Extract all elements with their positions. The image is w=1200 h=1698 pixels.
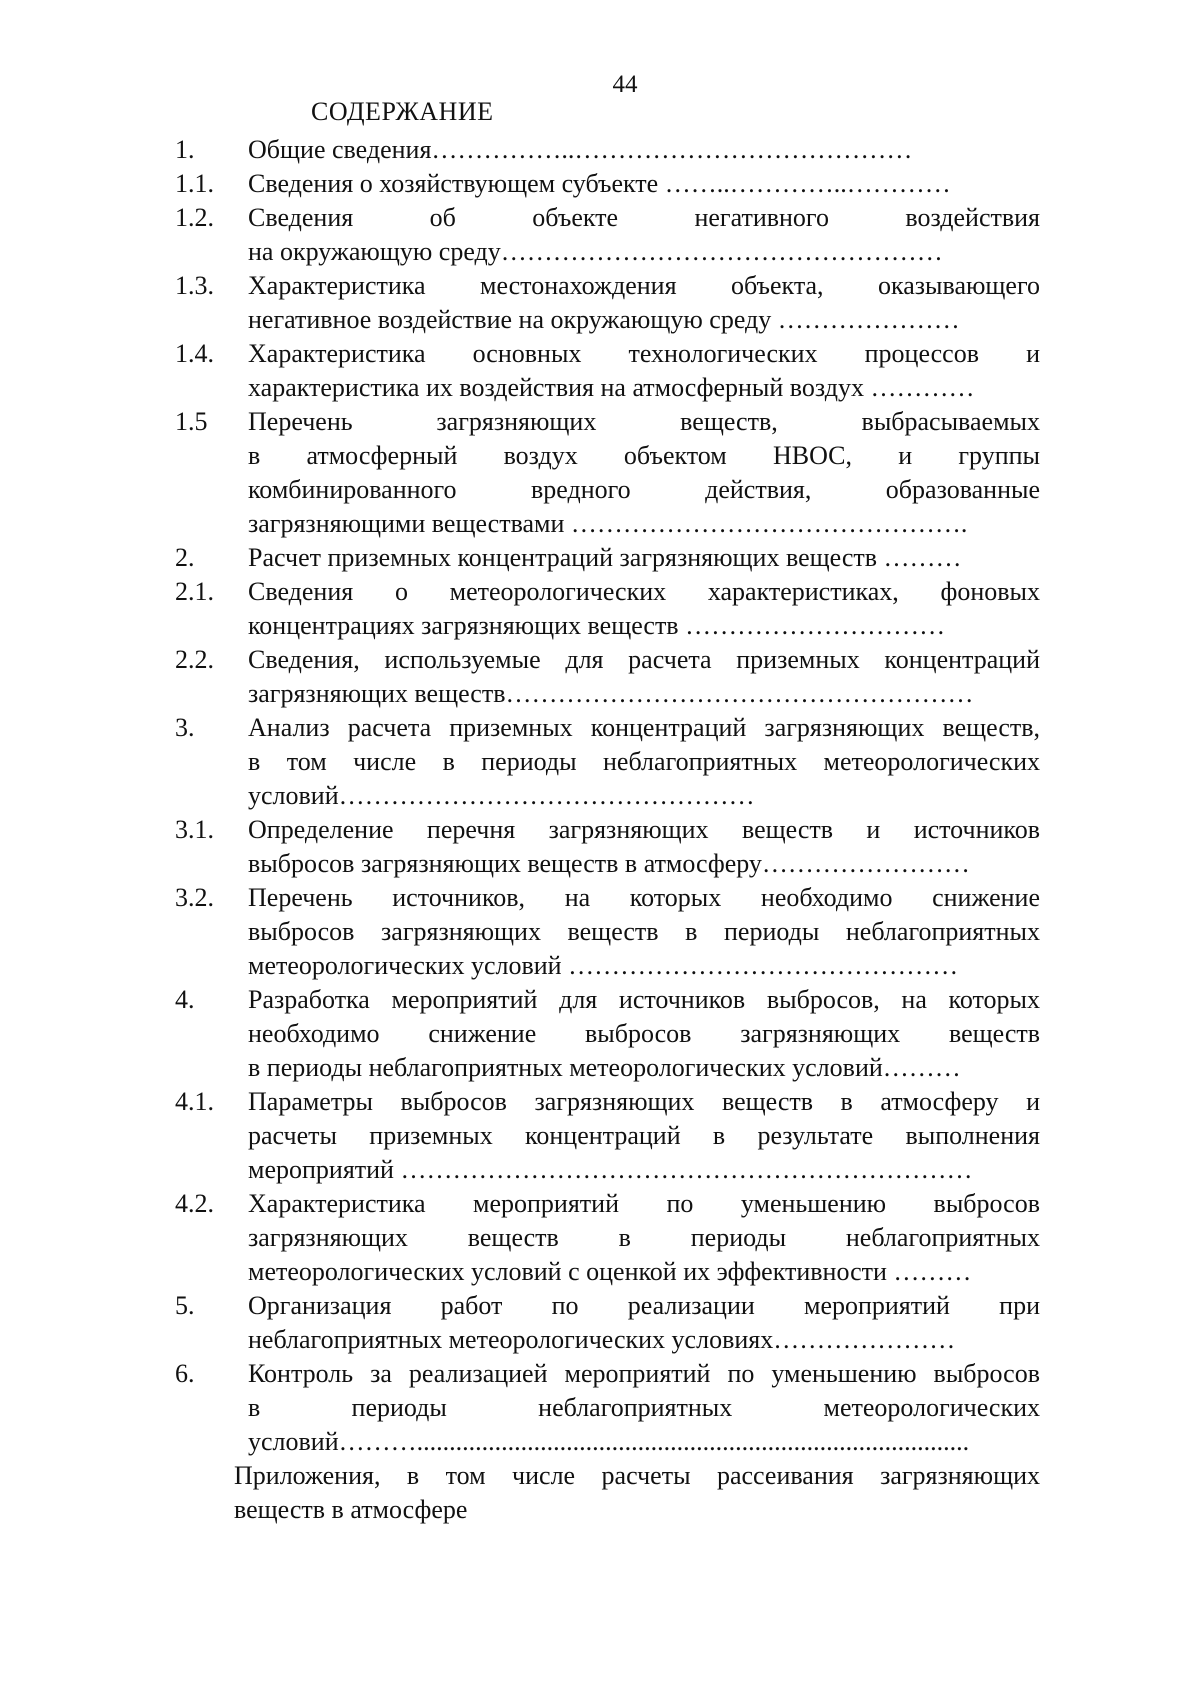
- toc-title: СОДЕРЖАНИЕ: [311, 97, 494, 126]
- toc-entry-text: неблагоприятных метеорологических условиях…………………: [248, 1325, 956, 1354]
- toc-entry-text: в периоды неблагоприятных метеорологических: [248, 1393, 1040, 1422]
- toc-entry: [0, 201, 1040, 269]
- toc-entry-number: 4.: [175, 985, 195, 1014]
- toc-entry: [0, 1289, 1040, 1357]
- toc-entry-text: комбинированного вредного действия, образованные: [248, 475, 1040, 504]
- toc-entry: [0, 813, 1040, 881]
- toc-entry-number: 1.1.: [175, 169, 214, 198]
- toc-appendix-text: Приложения, в том числе расчеты рассеивания загрязняющих: [234, 1461, 1040, 1490]
- toc-entry-number: 1.4.: [175, 339, 214, 368]
- toc-entry-text: негативное воздействие на окружающую среду …………………: [248, 305, 960, 334]
- toc-entry-text: в периоды неблагоприятных метеорологических условий………: [248, 1053, 961, 1082]
- toc-entry-number: 1.5: [175, 407, 208, 436]
- toc-entry: [0, 983, 1040, 1085]
- toc-entry: [0, 167, 1040, 201]
- toc-entry-text: Анализ расчета приземных концентраций загрязняющих веществ,: [248, 713, 1040, 742]
- toc-entry-text: Сведения, используемые для расчета приземных концентраций: [248, 645, 1040, 674]
- toc-entry-text: Перечень источников, на которых необходимо снижение: [248, 883, 1040, 912]
- toc-entry-text: Контроль за реализацией мероприятий по уменьшению выбросов: [248, 1359, 1040, 1388]
- toc-entry: [0, 643, 1040, 711]
- toc-appendix-text: веществ в атмосфере: [234, 1495, 468, 1524]
- toc-entry: [0, 269, 1040, 337]
- toc-entry: [0, 337, 1040, 405]
- toc-entry-text: Характеристика основных технологических процессов и: [248, 339, 1040, 368]
- toc-entry: [0, 405, 1040, 541]
- toc-entry-text: метеорологических условий с оценкой их эффективности ………: [248, 1257, 972, 1286]
- toc-entry-number: 3.: [175, 713, 195, 742]
- toc-entry-text: мероприятий …………………………………………………………: [248, 1155, 973, 1184]
- toc-entry-number: 2.1.: [175, 577, 214, 606]
- page-number: 44: [612, 71, 638, 98]
- toc-entry-text: расчеты приземных концентраций в результате выполнения: [248, 1121, 1040, 1150]
- toc-entry: [0, 1187, 1040, 1289]
- toc-entry-text: Определение перечня загрязняющих веществ и источников: [248, 815, 1040, 844]
- toc-entry-number: 5.: [175, 1291, 195, 1320]
- toc-entry-number: 4.1.: [175, 1087, 214, 1116]
- toc-entry-text: Сведения о хозяйствующем субъекте ……..…………..…………: [248, 169, 951, 198]
- toc-entry: [0, 1085, 1040, 1187]
- toc-entry-number: 2.: [175, 543, 195, 572]
- toc-entry-text: в атмосферный воздух объектом НВОС, и группы: [248, 441, 1040, 470]
- toc-entry-text: характеристика их воздействия на атмосферный воздух …………: [248, 373, 975, 402]
- toc-entry: [0, 711, 1040, 813]
- toc-entry-text: Перечень загрязняющих веществ, выбрасываемых: [248, 407, 1040, 436]
- toc-entry-text: необходимо снижение выбросов загрязняющих веществ: [248, 1019, 1040, 1048]
- toc-entry-text: концентрациях загрязняющих веществ …………………………: [248, 611, 946, 640]
- toc-entry: [0, 881, 1040, 983]
- toc-entry-text: загрязняющих веществ………………………………………………: [248, 679, 974, 708]
- toc-entry: [0, 575, 1040, 643]
- toc-entry: [0, 133, 1040, 167]
- toc-entry-number: 6.: [175, 1359, 195, 1388]
- toc-entry-text: Параметры выбросов загрязняющих веществ в атмосферу и: [248, 1087, 1040, 1116]
- toc-entry-text: загрязняющих веществ в периоды неблагоприятных: [248, 1223, 1040, 1252]
- toc-entry-number: 4.2.: [175, 1189, 214, 1218]
- toc-entry-number: 1.3.: [175, 271, 214, 300]
- toc-entry-text: Сведения об объекте негативного воздействия: [248, 203, 1040, 232]
- toc-entry-number: 1.: [175, 135, 195, 164]
- toc-entry-text: условий……….....................................................................................: [248, 1427, 970, 1456]
- toc-entry-text: Сведения о метеорологических характеристиках, фоновых: [248, 577, 1040, 606]
- toc-entry-text: выбросов загрязняющих веществ в периоды неблагоприятных: [248, 917, 1040, 946]
- toc-entry-number: 1.2.: [175, 203, 214, 232]
- toc-entry-text: метеорологических условий ………………………………………: [248, 951, 959, 980]
- toc-entry-number: 3.2.: [175, 883, 214, 912]
- toc-entry-number: 2.2.: [175, 645, 214, 674]
- toc-entry-text: Организация работ по реализации мероприятий при: [248, 1291, 1040, 1320]
- toc-entry-text: на окружающую среду……………………………………………: [248, 237, 943, 266]
- toc-entry-text: Расчет приземных концентраций загрязняющих веществ ………: [248, 543, 962, 572]
- toc-entry-text: выбросов загрязняющих веществ в атмосферу……………………: [248, 849, 970, 878]
- toc-entry-text: загрязняющими веществами ……………………………………….: [248, 509, 968, 538]
- toc-list: [0, 133, 1200, 1527]
- toc-entry: [0, 1357, 1040, 1459]
- toc-entry-text: Разработка мероприятий для источников выбросов, на которых: [248, 985, 1040, 1014]
- toc-entry-text: в том числе в периоды неблагоприятных метеорологических: [248, 747, 1040, 776]
- toc-appendix: [0, 1459, 1040, 1527]
- toc-entry-text: условий…………………………………………: [248, 781, 755, 810]
- toc-entry-text: Характеристика местонахождения объекта, оказывающего: [248, 271, 1040, 300]
- toc-entry-text: Общие сведения……………..…………………………………: [248, 135, 913, 164]
- toc-entry-text: Характеристика мероприятий по уменьшению выбросов: [248, 1189, 1040, 1218]
- toc-entry-number: 3.1.: [175, 815, 214, 844]
- toc-entry: [0, 541, 1040, 575]
